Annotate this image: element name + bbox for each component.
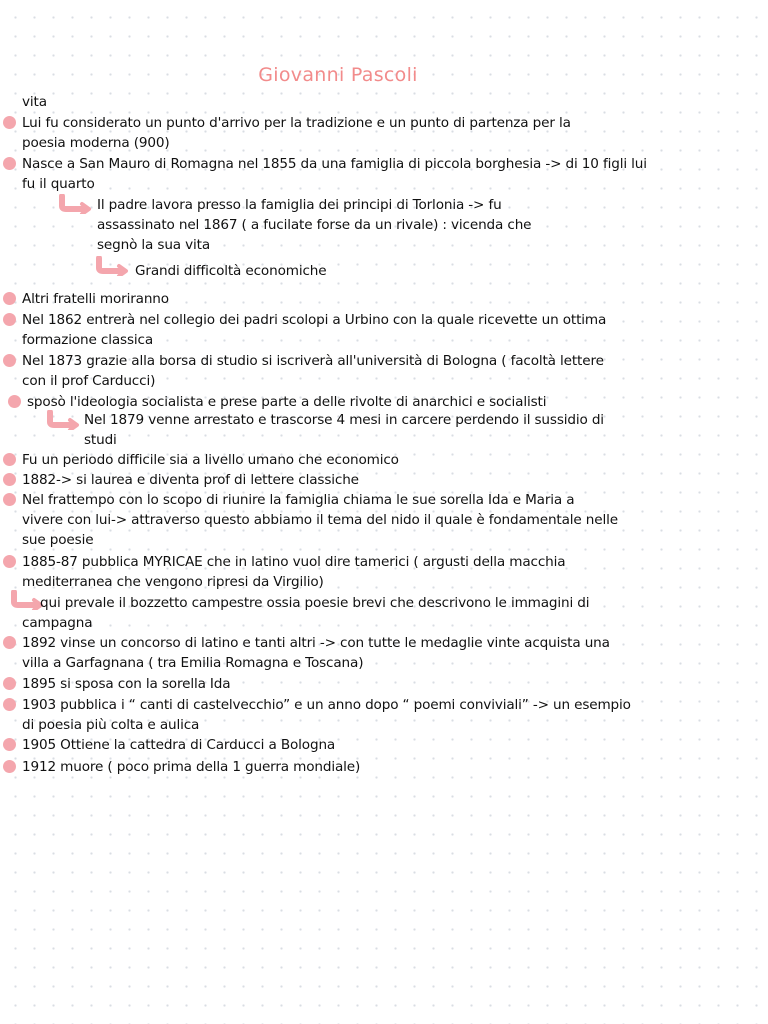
note-line: qui prevale il bozzetto campestre ossia poesie brevi che descrivono le immagini di [40,595,590,611]
note-line: segnò la sua vita [97,237,211,253]
note-line: Fu un periodo difficile sia a livello umano che economico [22,452,399,468]
bullet-dot [3,354,16,367]
note-line: fu il quarto [22,176,95,192]
bullet-dot [3,292,16,305]
sub-point-arrow-icon [10,590,44,610]
note-line: 1905 Ottiene la cattedra di Carducci a Bologna [22,737,336,753]
bullet-dot [3,313,16,326]
bullet-dot [3,555,16,568]
note-line: Altri fratelli moriranno [22,291,169,307]
note-line: con il prof Carducci) [22,373,156,389]
bullet-dot [3,760,16,773]
page-title: Giovanni Pascoli [258,64,418,86]
note-line: Il padre lavora presso la famiglia dei principi di Torlonia -> fu [97,197,502,213]
note-line: campagna [22,615,93,631]
sub-point-arrow-icon [46,410,80,430]
note-line: sposò l'ideologia socialista e prese parte a delle rivolte di anarchici e socialisti [27,394,547,410]
note-line: mediterranea che vengono ripresi da Virgilio) [22,574,324,590]
note-line: Nel 1879 venne arrestato e trascorse 4 mesi in carcere perdendo il sussidio di [84,412,604,428]
note-line: di poesia più colta e aulica [22,717,200,733]
note-line: studi [84,432,117,448]
bullet-dot [3,677,16,690]
bullet-dot [3,116,16,129]
section-label: vita [22,94,47,110]
note-line: sue poesie [22,532,94,548]
bullet-dot [8,395,21,408]
note-line: 1882-> si laurea e diventa prof di lettere classiche [22,472,359,488]
note-line: Lui fu considerato un punto d'arrivo per la tradizione e un punto di partenza per la [22,115,571,131]
bullet-dot [3,493,16,506]
note-line: Nel frattempo con lo scopo di riunire la famiglia chiama le sue sorella Ida e Maria a [22,492,575,508]
bullet-dot [3,157,16,170]
note-line: poesia moderna (900) [22,135,170,151]
note-line: 1885-87 pubblica MYRICAE che in latino vuol dire tamerici ( argusti della macchia [22,554,566,570]
bullet-dot [3,738,16,751]
bullet-dot [3,453,16,466]
note-line: Nel 1873 grazie alla borsa di studio si iscriverà all'università di Bologna ( facoltà lettere [22,353,604,369]
note-line: Nasce a San Mauro di Romagna nel 1855 da una famiglia di piccola borghesia -> di 10 figli lui [22,156,647,172]
bullet-dot [3,473,16,486]
sub-point-arrow-icon [58,194,92,214]
note-line: Grandi difficoltà economiche [135,263,327,279]
note-line: assassinato nel 1867 ( a fucilate forse da un rivale) : vicenda che [97,217,532,233]
note-line: Nel 1862 entrerà nel collegio dei padri scolopi a Urbino con la quale ricevette un ottima [22,312,607,328]
bullet-dot [3,636,16,649]
note-line: 1892 vinse un concorso di latino e tanti altri -> con tutte le medaglie vinte acquista una [22,635,610,651]
note-line: villa a Garfagnana ( tra Emilia Romagna e Toscana) [22,655,364,671]
note-line: vivere con lui-> attraverso questo abbiamo il tema del nido il quale è fondamentale nelle [22,512,618,528]
note-line: formazione classica [22,332,154,348]
note-line: 1912 muore ( poco prima della 1 guerra mondiale) [22,759,361,775]
sub-point-arrow-icon [95,256,129,276]
bullet-dot [3,698,16,711]
note-line: 1895 si sposa con la sorella Ida [22,676,231,692]
note-line: 1903 pubblica i “ canti di castelvecchio” e un anno dopo “ poemi conviviali” -> un esempio [22,697,631,713]
